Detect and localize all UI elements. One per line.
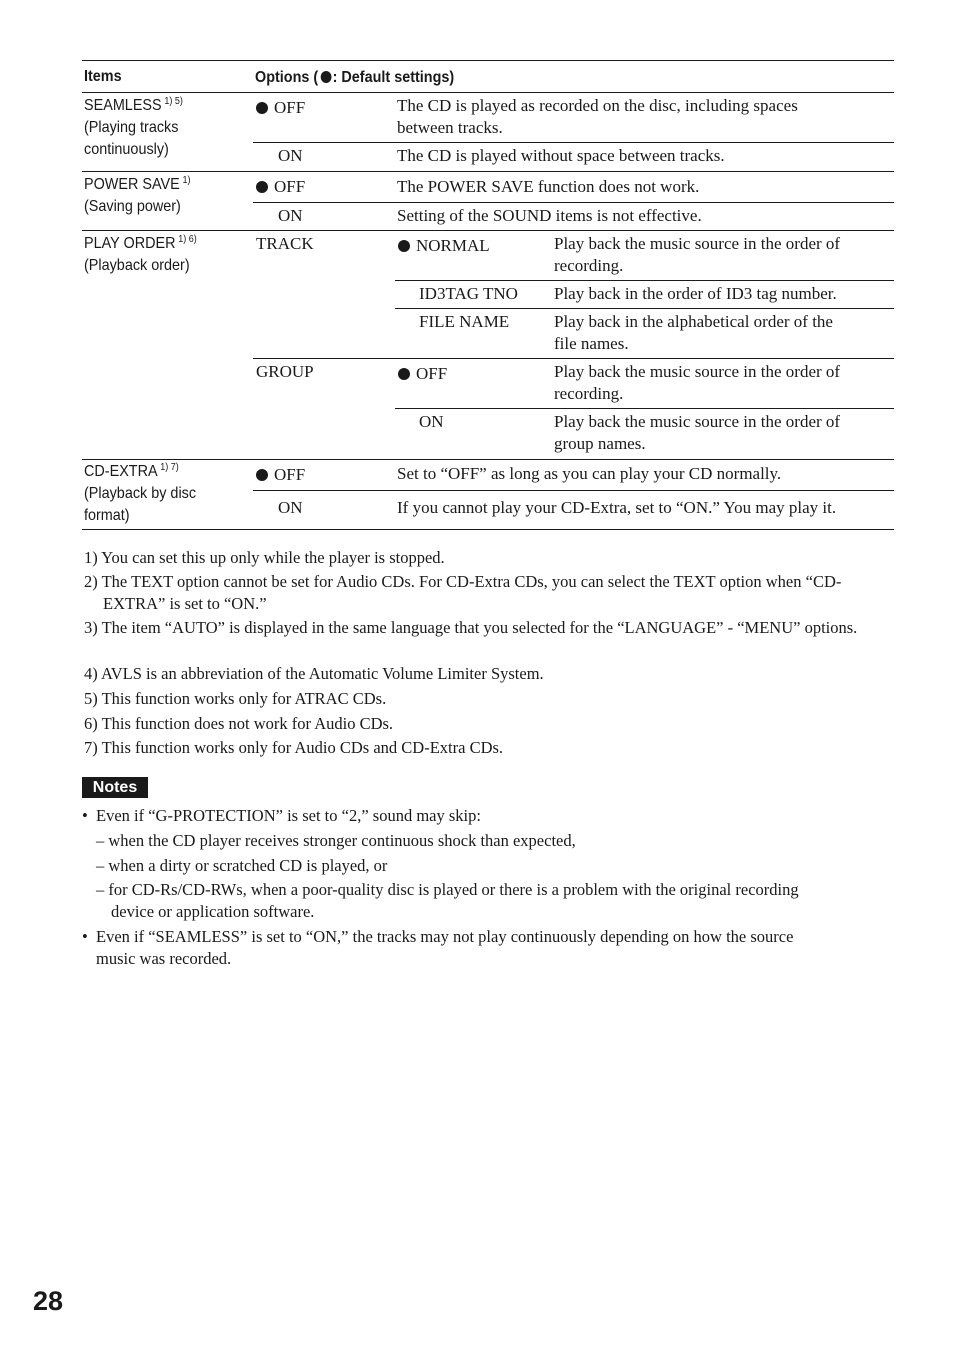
footnote-ref: 1) 6) [178, 234, 197, 245]
option-on: ON [278, 146, 303, 165]
sub-rule [253, 202, 894, 203]
footnote-ref: 1) [182, 175, 191, 186]
item-playorder-name [84, 233, 197, 255]
sub-rule [253, 358, 894, 359]
option-id3tag: ID3TAG TNO [419, 284, 518, 303]
option-text: Play back the music source in the order of [554, 234, 841, 253]
sub-rule [253, 490, 894, 491]
option-label: OFF [274, 177, 306, 196]
footnote-item: 2) The TEXT option cannot be set for Audio CDs. For CD-Extra CDs, you can select the TEXT option when “CD-EXTRA” is set to “ON.” [84, 572, 842, 613]
option-text: Play back in the order of ID3 tag number. [554, 284, 837, 303]
option-filename: FILE NAME [419, 312, 510, 331]
row-rule [82, 171, 894, 172]
item-powersave-desc: (Saving power) [84, 198, 181, 215]
sub-rule [253, 142, 894, 143]
footnote-item: 4) AVLS is an abbreviation of the Automatic Volume Limiter System. [84, 664, 544, 683]
option-label: OFF [274, 98, 306, 117]
default-dot-icon [256, 469, 268, 481]
footnote-ref: 1) 5) [164, 96, 183, 107]
note-item: Even if “G-PROTECTION” is set to “2,” sound may skip: [96, 806, 481, 825]
sub-rule [395, 280, 894, 281]
header-options-suffix: : Default settings) [332, 69, 455, 86]
option-group-off [398, 363, 447, 385]
item-name: CD-EXTRA [84, 463, 158, 480]
option-on: ON [278, 206, 303, 225]
option-text: Setting of the SOUND items is not effective. [397, 206, 702, 225]
note-subitem: device or application software. [111, 902, 315, 921]
footnote-ref: 1) 7) [160, 462, 179, 473]
option-text: Play back the music source in the order of [554, 362, 841, 381]
item-seamless-name [84, 95, 183, 117]
option-label: OFF [274, 465, 306, 484]
note-item: music was recorded. [96, 949, 232, 968]
header-rule [82, 92, 894, 93]
note-subitem: – for CD-Rs/CD-RWs, when a poor-quality disc is played or there is a problem with the original recording [96, 880, 799, 899]
item-name: PLAY ORDER [84, 235, 176, 252]
item-cdextra-desc: (Playback by disc [84, 485, 197, 502]
note-subitem: – when the CD player receives stronger continuous shock than expected, [96, 831, 576, 850]
option-track: TRACK [256, 234, 314, 253]
option-normal [398, 235, 490, 257]
option-group: GROUP [256, 362, 314, 381]
default-dot-icon [256, 102, 268, 114]
option-text: Play back in the alphabetical order of the [554, 312, 833, 331]
header-options [255, 67, 454, 89]
row-rule [82, 230, 894, 231]
option-text: Play back the music source in the order of [554, 412, 841, 431]
item-powersave-name [84, 174, 190, 196]
note-item: Even if “SEAMLESS” is set to “ON,” the tracks may not play continuously depending on how the source [96, 927, 794, 946]
option-off [256, 464, 305, 486]
option-label: NORMAL [416, 236, 490, 255]
item-name: POWER SAVE [84, 176, 180, 193]
page-number: 28 [33, 1286, 64, 1316]
option-text: recording. [554, 256, 624, 275]
item-seamless-desc: continuously) [84, 141, 169, 158]
option-label: OFF [416, 364, 448, 383]
notes-label: Notes [82, 777, 148, 798]
option-on: ON [278, 498, 303, 517]
sub-rule [395, 308, 894, 309]
option-text: The POWER SAVE function does not work. [397, 177, 700, 196]
item-seamless-desc: (Playing tracks [84, 119, 179, 136]
footnote-item: 5) This function works only for ATRAC CDs. [84, 689, 387, 708]
table-top-rule [82, 60, 894, 61]
footnote-item: 7) This function works only for Audio CDs and CD-Extra CDs. [84, 738, 504, 757]
table-bottom-rule [82, 529, 894, 530]
option-off [256, 176, 305, 198]
option-text: between tracks. [397, 118, 503, 137]
option-text: The CD is played as recorded on the disc, including spaces [397, 96, 798, 115]
default-dot-icon [321, 71, 332, 83]
note-subitem: – when a dirty or scratched CD is played, or [96, 856, 388, 875]
header-options-prefix: Options ( [255, 69, 319, 86]
footnote-item: 3) The item “AUTO” is displayed in the same language that you selected for the “LANGUAGE” - “MENU” options. [84, 618, 858, 637]
default-dot-icon [256, 181, 268, 193]
item-cdextra-name [84, 461, 179, 483]
option-group-on: ON [419, 412, 444, 431]
option-text: The CD is played without space between tracks. [397, 146, 725, 165]
option-text: file names. [554, 334, 629, 353]
footnote-item: 1) You can set this up only while the player is stopped. [84, 548, 445, 567]
option-text: If you cannot play your CD-Extra, set to “ON.” You may play it. [397, 498, 837, 517]
option-text: Set to “OFF” as long as you can play your CD normally. [397, 464, 782, 483]
header-items: Items [84, 68, 122, 85]
bullet: • [82, 806, 88, 825]
option-text: group names. [554, 434, 646, 453]
item-cdextra-desc: format) [84, 507, 130, 524]
default-dot-icon [398, 240, 410, 252]
sub-rule [395, 408, 894, 409]
bullet: • [82, 927, 88, 946]
footnote-item: 6) This function does not work for Audio CDs. [84, 714, 394, 733]
item-playorder-desc: (Playback order) [84, 257, 190, 274]
item-name: SEAMLESS [84, 97, 162, 114]
row-rule [82, 459, 894, 460]
option-off [256, 97, 305, 119]
option-text: recording. [554, 384, 624, 403]
default-dot-icon [398, 368, 410, 380]
